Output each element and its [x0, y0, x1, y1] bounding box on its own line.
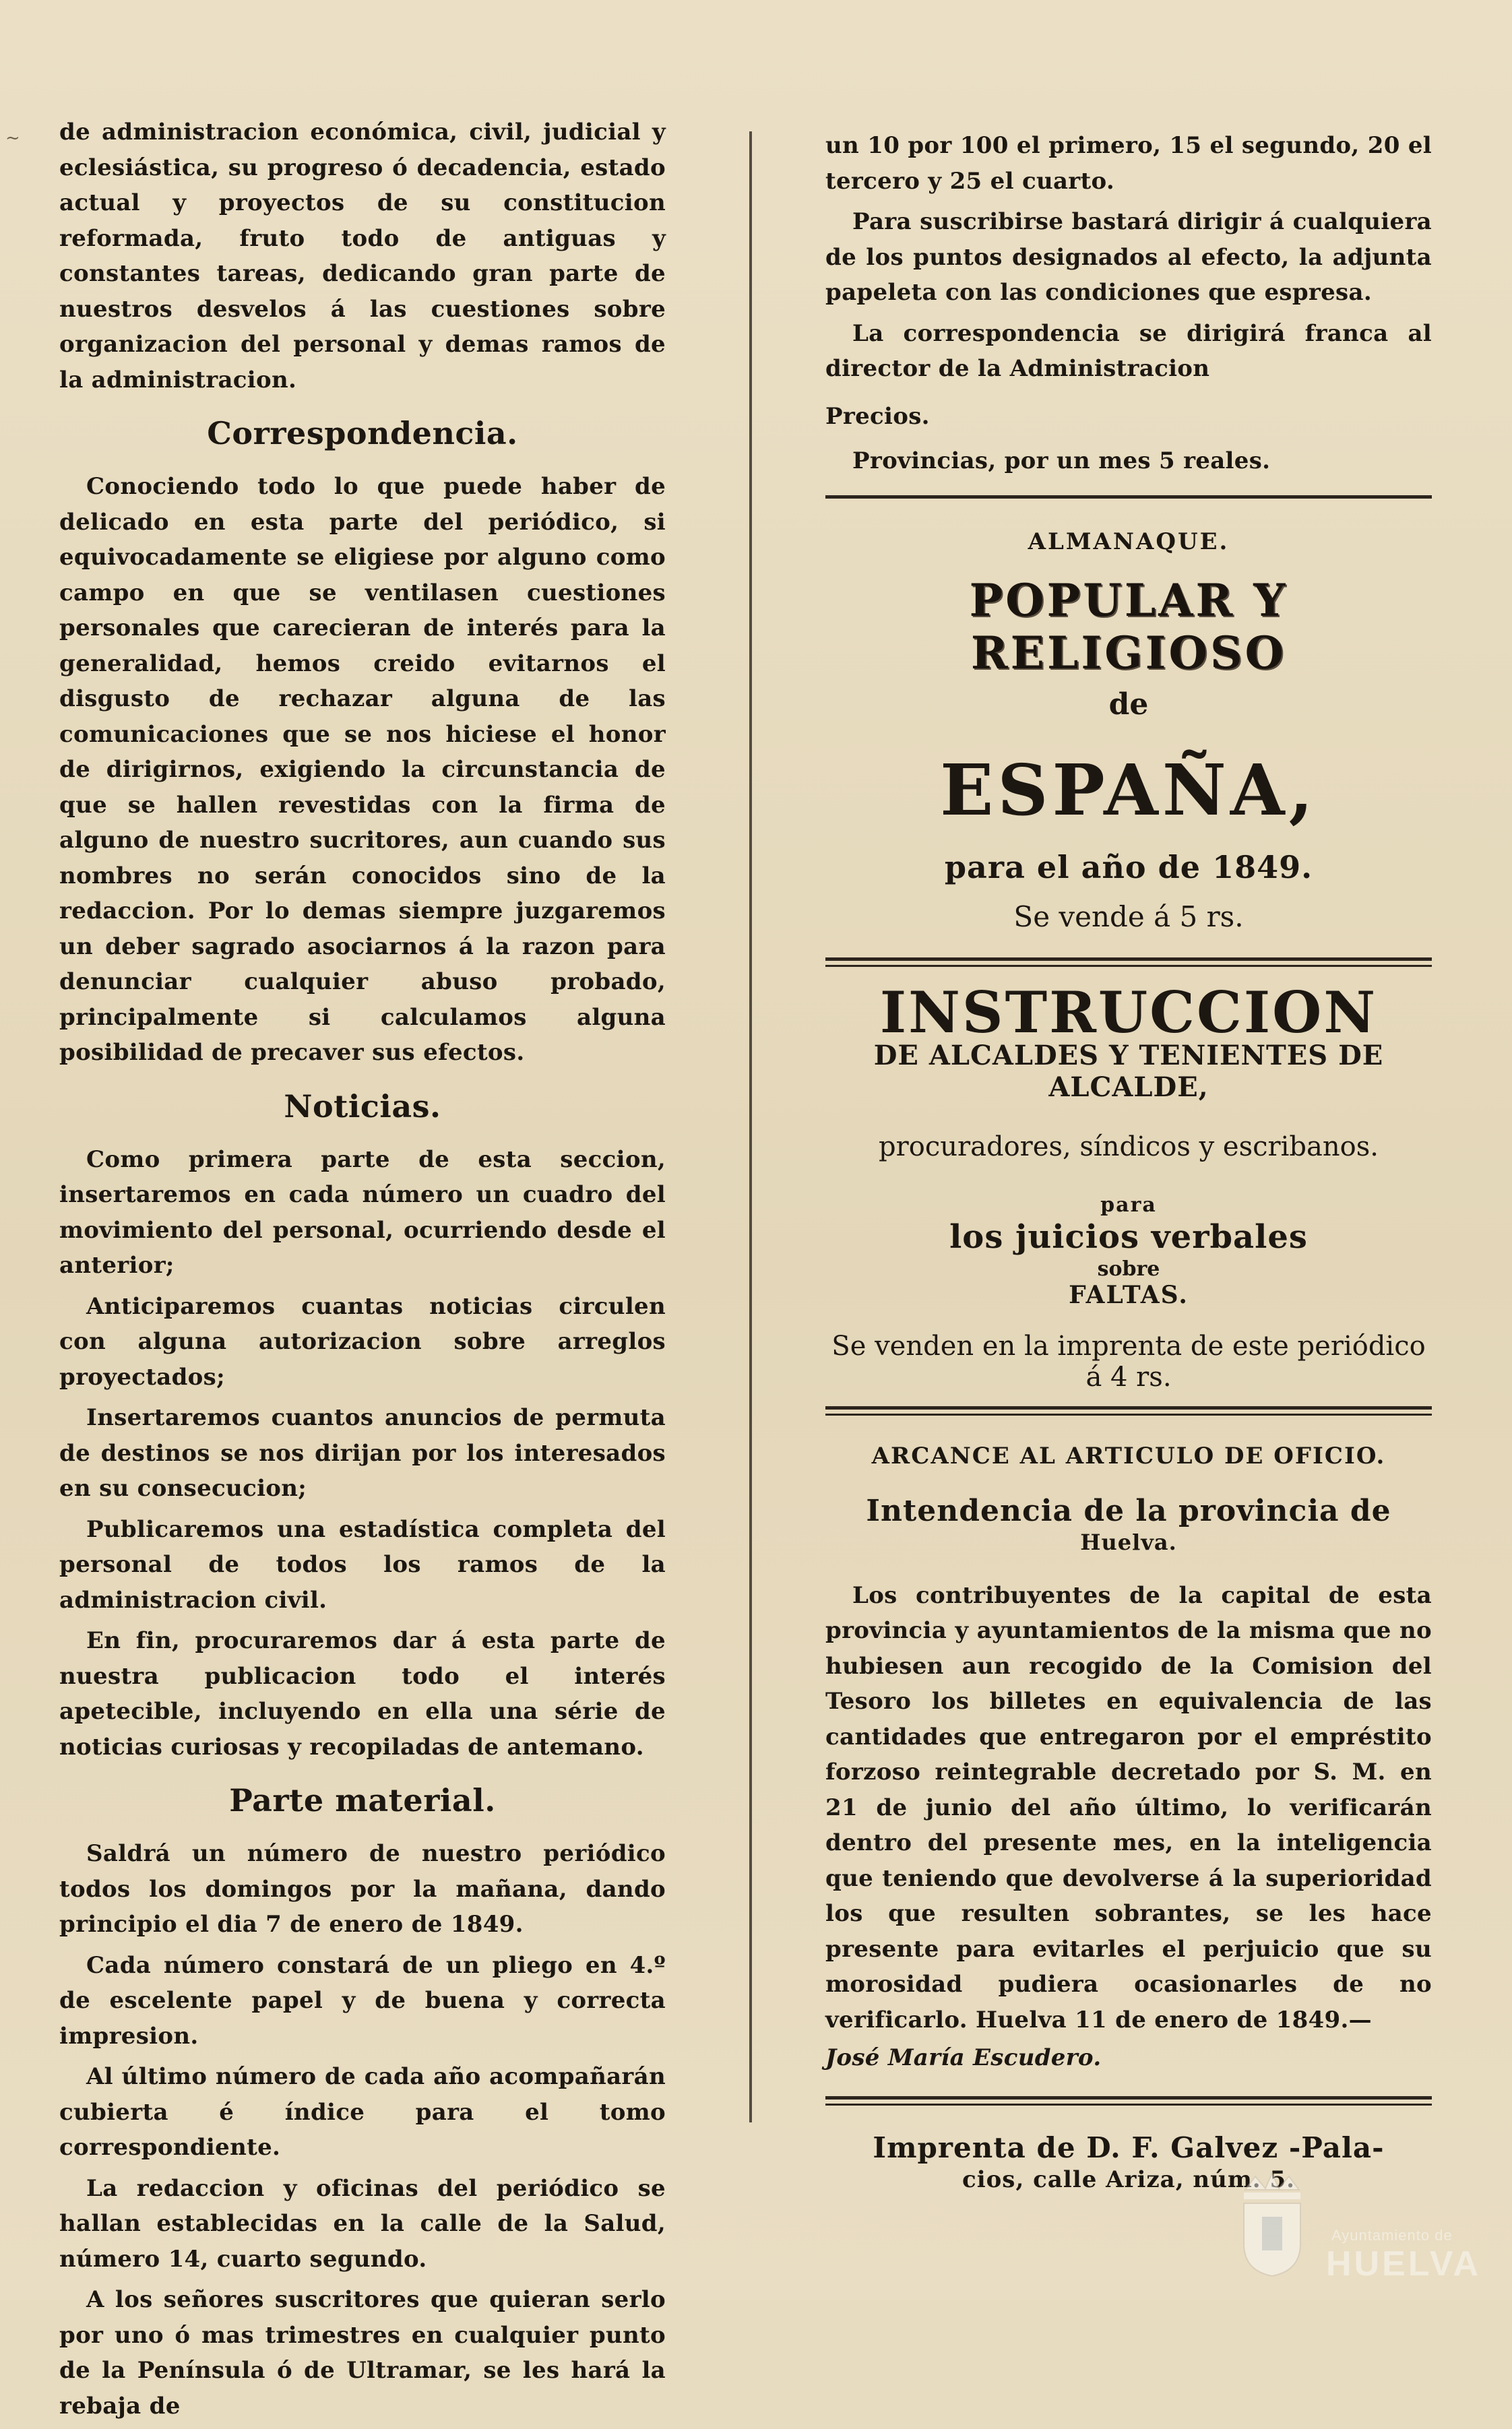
precios-value: Provincias, por un mes 5 reales. — [852, 447, 1271, 474]
suscribirse-paragraph: Para suscribirse bastará dirigir á cualquiera de los puntos designados al efecto, la adjunta papeleta con las condiciones que espresa. — [825, 208, 1432, 306]
almanaque-year: para el año de 1849. — [944, 848, 1313, 885]
margin-mark: ~ — [5, 128, 20, 148]
instruccion-juicios: los juicios verbales — [949, 1218, 1308, 1256]
almanaque-label: ALMANAQUE. — [1028, 528, 1230, 555]
left-column — [59, 115, 666, 2429]
divider-rule — [825, 495, 1432, 499]
intro-paragraph: de administracion económica, civil, judicial y eclesiástica, su progreso ó decadencia, estado actual y proyectos de su constitucion reformada, fruto todo de antiguas y constantes tareas, dedicando gran parte de nuestros desvelos á las cuestiones sobre organizacion del personal y demas ramos de la administracion. — [59, 119, 666, 393]
instruccion-price: Se venden en la imprenta de este periódico á 4 rs. — [831, 1330, 1426, 1393]
divider-rule — [825, 1406, 1432, 1410]
rebaja-continuation: un 10 por 100 el primero, 15 el segundo, 20 el tercero y 25 el cuarto. — [825, 132, 1432, 195]
intendencia-signature: José María Escudero. — [825, 2044, 1102, 2071]
almanaque-price: Se vende á 5 rs. — [1013, 900, 1244, 933]
parte-material-paragraph: La redaccion y oficinas del periódico se hallan establecidas en la calle de la Salud, número 14, cuarto segundo. — [59, 2174, 666, 2273]
instruccion-procuradores: procuradores, síndicos y escribanos. — [879, 1131, 1379, 1162]
noticias-heading: Noticias. — [284, 1087, 441, 1125]
correspondencia-paragraph: Conociendo todo lo que puede haber de delicado en esta parte del periódico, si equivocadamente se eligiese por alguno como campo en que se ventilasen cuestiones personales que carecieran de interés para la generalidad, hemos creido evitarnos el disgusto de rechazar alguna de las comunicaciones que se nos hiciese el honor de dirigirnos, exigiendo la circunstancia de que se hallen revestidas con la firma de alguno de nuestro sucritores, aun cuando sus nombres no serán conocidos sino de la redaccion. Por lo demas siempre juzgaremos un deber sagrado asociarnos á la razon para denunciar cualquier abuso probado, principalmente si calculamos alguna posibilidad de precaver sus efectos. — [59, 473, 666, 1066]
divider-rule — [825, 957, 1432, 961]
arcance-heading: ARCANCE AL ARTICULO DE OFICIO. — [871, 1442, 1386, 1470]
parte-material-paragraph: A los señores suscritores que quieran serlo por uno ó mas trimestres en cualquier punto de la Península ó de Ultramar, se les hará la rebaja de — [59, 2286, 666, 2420]
watermark-big-text: HUELVA — [1326, 2244, 1482, 2283]
divider-rule — [825, 2104, 1432, 2106]
watermark-small-text: Ayuntamiento de — [1331, 2227, 1453, 2244]
intendencia-place: Huelva. — [1080, 1529, 1177, 1555]
noticias-paragraph: Anticiparemos cuantas noticias circulen con alguna autorizacion sobre arreglos proyectados; — [59, 1292, 666, 1391]
almanaque-de: de — [1108, 687, 1149, 722]
instruccion-subtitle: DE ALCALDES Y TENIENTES DE ALCALDE, — [873, 1039, 1384, 1103]
precios-label: Precios. — [825, 402, 930, 430]
instruccion-faltas: FALTAS. — [1069, 1280, 1189, 1309]
divider-rule — [825, 2096, 1432, 2100]
right-column — [825, 128, 1432, 2193]
crown-shield-icon — [1232, 2170, 1313, 2277]
correspondencia-heading: Correspondencia. — [207, 415, 518, 451]
noticias-paragraph: Insertaremos cuantos anuncios de permuta de destinos se nos dirijan por los interesados en su consecucion; — [59, 1404, 666, 1502]
imprenta-address: cios, calle Ariza, núm. 5. — [962, 2166, 1295, 2193]
parte-material-paragraph: Cada número constará de un pliego en 4.º de escelente papel y de buena y correcta impresion. — [59, 1951, 666, 2050]
ayuntamiento-logo — [1232, 2170, 1488, 2284]
instruccion-sobre: sobre — [1097, 1257, 1160, 1281]
intendencia-heading: Intendencia de la provincia de — [866, 1493, 1391, 1528]
parte-material-heading: Parte material. — [229, 1782, 496, 1819]
almanaque-country: ESPAÑA, — [940, 748, 1317, 831]
noticias-paragraph: Publicaremos una estadística completa del personal de todos los ramos de la administracion civil. — [59, 1515, 666, 1614]
correspondencia-note: La correspondencia se dirigirá franca al director de la Administracion — [825, 319, 1432, 382]
instruccion-headline: INSTRUCCION — [879, 978, 1378, 1046]
noticias-paragraph: Como primera parte de esta seccion, insertaremos en cada número un cuadro del movimiento del personal, ocurriendo desde el anterior; — [59, 1145, 666, 1279]
parte-material-paragraph: Al último número de cada año acompañarán cubierta é índice para el tomo correspondiente. — [59, 2063, 666, 2161]
parte-material-paragraph: Saldrá un número de nuestro periódico todos los domingos por la mañana, dando principio el dia 7 de enero de 1849. — [59, 1840, 666, 1938]
divider-rule — [825, 965, 1432, 967]
divider-rule — [825, 1414, 1432, 1416]
almanaque-headline: POPULAR Y RELIGIOSO — [969, 573, 1288, 679]
instruccion-para: para — [1100, 1193, 1157, 1217]
intendencia-body: Los contribuyentes de la capital de esta provincia y ayuntamientos de la misma que no hubiesen aun recogido de la Comision del Tesoro los billetes en equivalencia de las cantidades que entregaron por el empréstito forzoso reintegrable decretado por S. M. en 21 de junio del año último, lo verificarán dentro del presente mes, en la inteligencia que teniendo que devolverse á la superioridad los que resulten sobrantes, se les hace presente para evitarles el perjuicio que su morosidad pudiera ocasionarles de no verificarlo. Huelva 11 de enero de 1849.— — [825, 1581, 1432, 2033]
column-divider — [749, 131, 752, 2122]
noticias-paragraph: En fin, procuraremos dar á esta parte de nuestra publicacion todo el interés apetecible, incluyendo en ella una série de noticias curiosas y recopiladas de antemano. — [59, 1627, 666, 1761]
imprenta-line: Imprenta de D. F. Galvez -Pala- — [873, 2131, 1385, 2164]
